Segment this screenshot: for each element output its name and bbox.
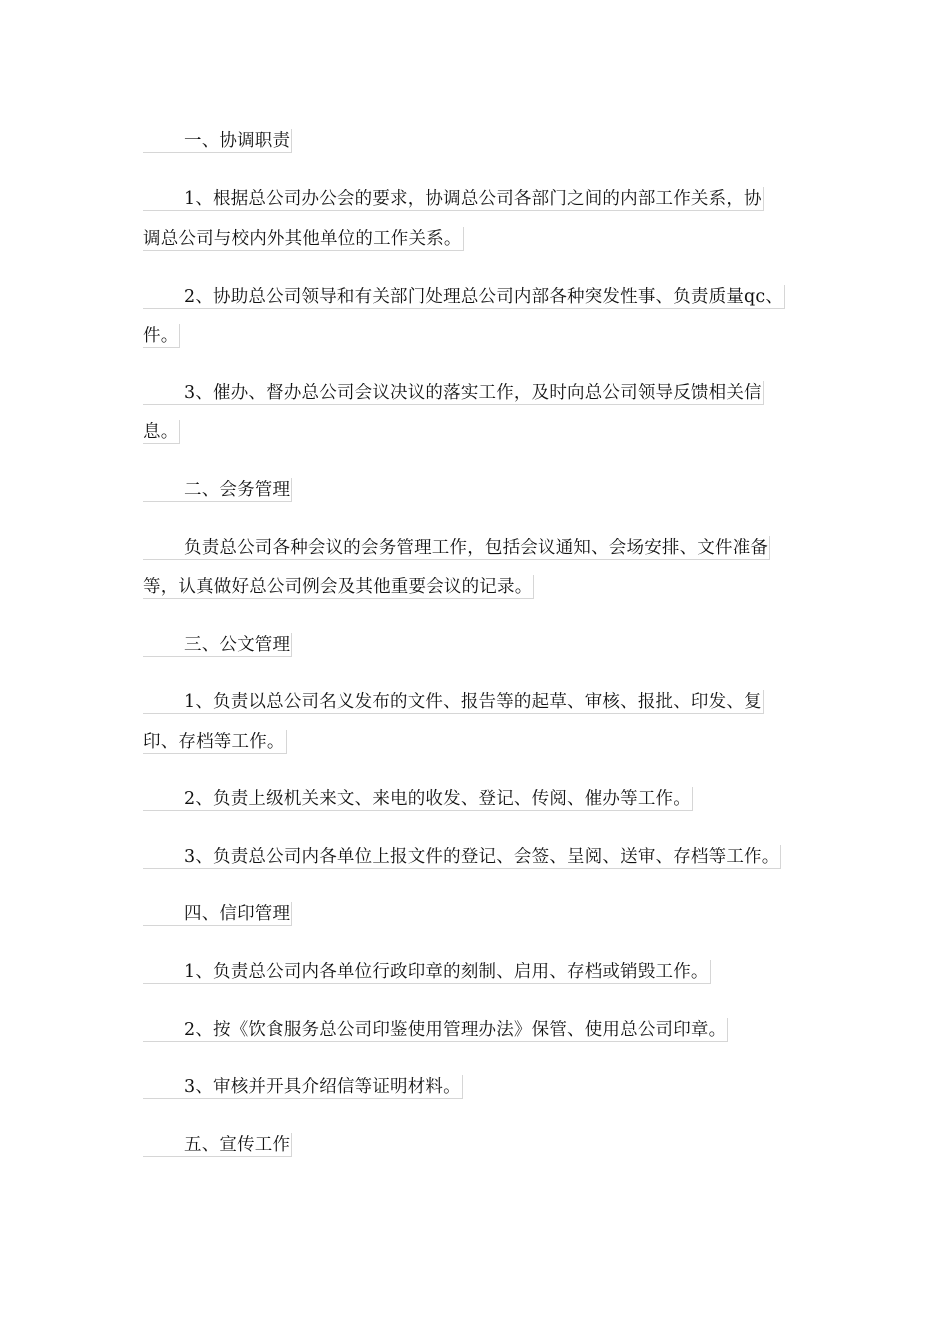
paragraph-line: 2、按《饮食服务总公司印鉴使用管理办法》保管、使用总公司印章。 bbox=[143, 1018, 728, 1042]
paragraph-line: 负责总公司各种会议的会务管理工作，包括会议通知、会场安排、文件准备 bbox=[143, 536, 770, 560]
paragraph-line: 印、存档等工作。 bbox=[143, 732, 285, 752]
heading-meeting-management: 二、会务管理 bbox=[143, 478, 292, 502]
paragraph-line: 1、根据总公司办公会的要求，协调总公司各部门之间的内部工作关系，协 bbox=[143, 187, 764, 211]
paragraph-line: 3、负责总公司内各单位上报文件的登记、会签、呈阅、送审、存档等工作。 bbox=[143, 845, 781, 869]
heading-seal-management: 四、信印管理 bbox=[143, 902, 292, 926]
paragraph-line: 2、协助总公司领导和有关部门处理总公司内部各种突发性事、负责质量qc、 bbox=[143, 285, 785, 309]
paragraph-line: 调总公司与校内外其他单位的工作关系。 bbox=[143, 229, 462, 249]
heading-publicity-work: 五、宣传工作 bbox=[143, 1133, 292, 1157]
paragraph-line: 2、负责上级机关来文、来电的收发、登记、传阅、催办等工作。 bbox=[143, 787, 693, 811]
heading-coordination: 一、协调职责 bbox=[143, 129, 292, 153]
paragraph-line: 件。 bbox=[143, 326, 179, 346]
heading-document-management: 三、公文管理 bbox=[143, 633, 292, 657]
paragraph-line: 等，认真做好总公司例会及其他重要会议的记录。 bbox=[143, 577, 533, 597]
paragraph-line: 息。 bbox=[143, 422, 179, 442]
paragraph-line: 3、审核并开具介绍信等证明材料。 bbox=[143, 1075, 463, 1099]
paragraph-line: 1、负责以总公司名义发布的文件、报告等的起草、审核、报批、印发、复 bbox=[143, 690, 764, 714]
paragraph-line: 1、负责总公司内各单位行政印章的刻制、启用、存档或销毁工作。 bbox=[143, 960, 711, 984]
paragraph-line: 3、催办、督办总公司会议决议的落实工作，及时向总公司领导反馈相关信 bbox=[143, 381, 764, 405]
